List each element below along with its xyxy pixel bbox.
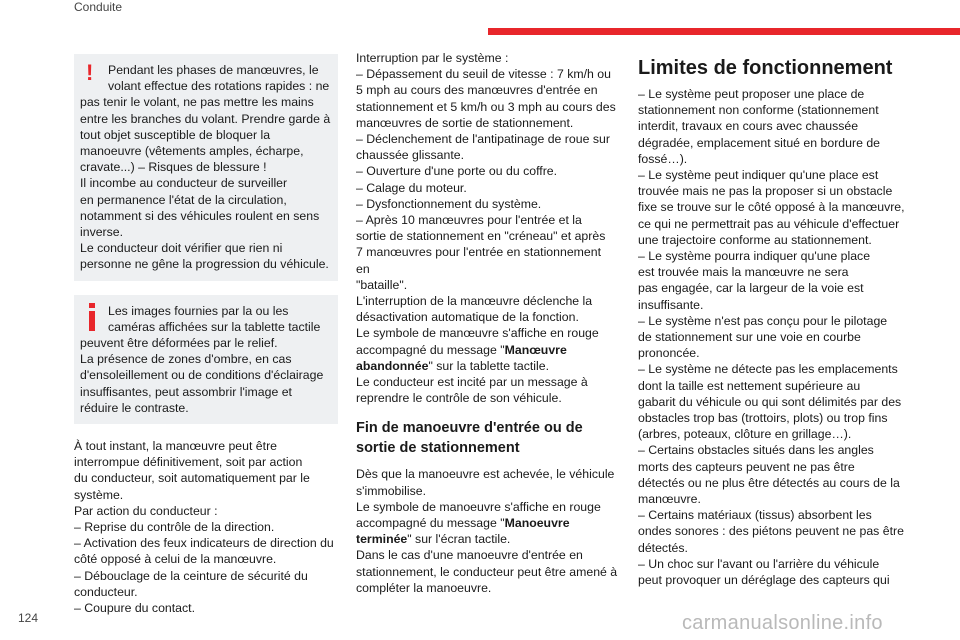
warning-exclamation-icon: ! (86, 60, 94, 85)
text-line: 7 manœuvres pour l'entrée en stationnement en (356, 245, 602, 276)
header-title: Conduite (74, 0, 123, 14)
text-line (356, 342, 618, 358)
text-line: peut provoquer un déréglage des capteurs qui (638, 573, 890, 588)
text-line: – Le système ne détecte pas les emplacements (638, 362, 898, 377)
text-line: gabarit du véhicule ou qui sont délimités par des (638, 394, 902, 409)
info-text (80, 303, 332, 416)
warning-box (74, 54, 338, 281)
text-line: manœuvre. (638, 492, 701, 507)
text-line: est trouvée mais la manœuvre ne sera (638, 265, 849, 280)
text-line: – Le système pourra indiquer qu'une place (638, 249, 871, 264)
text-line: une trajectoire conforme au stationnement. (638, 232, 872, 247)
text-line: stationnement et 5 km/h ou 3 mph au cours des (356, 99, 616, 114)
info-icon (84, 303, 100, 331)
text-line: Le conducteur doit vérifier que rien ni (80, 241, 283, 256)
limits-list (638, 86, 908, 588)
text-line: – Certains obstacles situés dans les angles (638, 443, 874, 458)
text-line: – Coupure du contact. (74, 601, 195, 616)
text-line: Le symbole de manoeuvre s'affiche en rouge (356, 499, 601, 514)
text-line: ondes sonores : des piétons peuvent ne pas être (638, 524, 904, 539)
text-line: sortie de stationnement en "créneau" et après (356, 229, 606, 244)
text-line: cravate...) – Risques de blessure ! (80, 160, 267, 175)
text-line: L'interruption de la manœuvre déclenche la (356, 294, 593, 309)
text-line: pas engagée, car la largeur de la voie est (638, 281, 864, 296)
text-line: désactivation automatique de la fonction. (356, 310, 579, 325)
text-line: stationnement non conforme (stationnement (638, 103, 879, 118)
text-line: prononcée. (638, 346, 700, 361)
end-of-manoeuvre-paragraph (356, 466, 618, 596)
text-line: détectés. (638, 540, 688, 555)
text-line: manoeuvre (vêtements amples, écharpe, (80, 144, 304, 159)
text-line: – Après 10 manœuvres pour l'entrée et la (356, 213, 582, 228)
text-line: inverse. (80, 225, 124, 240)
message-abort-1: Manœuvre (504, 342, 567, 357)
text-fragment: " sur l'écran tactile. (407, 532, 511, 547)
text-line: tout objet susceptible de bloquer la (80, 127, 271, 142)
text-line (356, 515, 618, 531)
text-line: peuvent être déformées par le relief. (80, 336, 278, 351)
text-line: – Certains matériaux (tissus) absorbent les (638, 508, 872, 523)
text-line: obstacles trop bas (trottoirs, plots) ou trop fins (638, 411, 888, 426)
text-line: – Ouverture d'une porte ou du coffre. (356, 164, 558, 179)
text-line: notamment si des véhicules roulent en sens (80, 208, 320, 223)
text-line: 5 mph au cours des manœuvres d'entrée en (356, 83, 598, 98)
text-line: Dans le cas d'une manoeuvre d'entrée en (356, 548, 583, 563)
watermark: carmanualsonline.info (682, 612, 883, 634)
text-line: À tout instant, la manœuvre peut être (74, 439, 278, 454)
text-line (356, 358, 618, 374)
text-fragment: accompagné du message " (356, 516, 505, 531)
text-line: de stationnement sur une voie en courbe (638, 330, 861, 345)
text-line: en permanence l'état de la circulation, (80, 192, 287, 207)
info-icon-dot (89, 303, 95, 308)
text-line: entre les branches du volant. Prendre garde à (80, 111, 331, 126)
text-line: – Le système peut proposer une place de (638, 87, 865, 101)
text-line (356, 531, 618, 547)
text-line: Dès que la manoeuvre est achevée, le véhicule (356, 467, 615, 482)
info-icon-stem (89, 311, 95, 331)
text-line: – Reprise du contrôle de la direction. (74, 520, 275, 535)
text-line: – Le système n'est pas conçu pour le pilotage (638, 313, 888, 328)
text-line: – Un choc sur l'avant ou l'arrière du véhicule (638, 556, 880, 571)
text-line: Les images fournies par la ou les (108, 303, 289, 318)
text-line: caméras affichées sur la tablette tactile (108, 319, 321, 334)
page-number: 124 (18, 611, 39, 625)
info-box (74, 295, 338, 424)
text-line: fixe se trouve sur le côté opposé à la manœuvre, (638, 200, 905, 215)
text-line: stationnement, le conducteur peut être amené à (356, 564, 618, 579)
message-done-2: terminée (356, 532, 408, 547)
system-interruption-paragraph (356, 50, 618, 406)
text-line: système. (74, 487, 124, 502)
text-line: Pendant les phases de manœuvres, le (108, 63, 319, 77)
text-line: reprendre le contrôle de son véhicule. (356, 391, 562, 406)
text-line: Le symbole de manœuvre s'affiche en rouge (356, 326, 599, 341)
text-line: – Dépassement du seuil de vitesse : 7 km/h ou (356, 67, 611, 82)
section-heading-limits: Limites de fonctionnement (638, 57, 893, 79)
text-line: compléter la manoeuvre. (356, 580, 492, 595)
text-line: détectés ou ne plus être détectés au cours de la (638, 475, 900, 490)
text-line: interdit, travaux en cours avec chaussée (638, 119, 859, 134)
text-line: (arbres, poteaux, clôture en grillage…). (638, 427, 852, 442)
message-abort-2: abandonnée (356, 358, 429, 373)
text-line: pas tenir le volant, ne pas mettre les mains (80, 95, 314, 110)
text-line: réduire le contraste. (80, 400, 189, 415)
text-line: volant effectue des rotations rapides : ne (108, 79, 330, 94)
header-accent-bar (488, 28, 960, 35)
text-line: manœuvres de sortie de stationnement. (356, 115, 574, 130)
warning-text (80, 62, 332, 273)
text-line: trouvée mais ne pas la proposer si un obstacle (638, 184, 893, 199)
text-line: dégradée, emplacement situé en bordure de (638, 135, 880, 150)
text-line: personne ne gêne la progression du véhicule. (80, 257, 329, 272)
text-line: "bataille". (356, 277, 408, 292)
column-1 (74, 54, 338, 616)
text-line: insuffisantes, peut assombrir l'image et (80, 384, 292, 399)
text-line: Il incombe au conducteur de surveiller (80, 176, 288, 191)
text-line: conducteur. (74, 584, 138, 599)
text-line: – Débouclage de la ceinture de sécurité du (74, 568, 308, 583)
text-fragment: accompagné du message " (356, 342, 505, 357)
text-line: – Calage du moteur. (356, 180, 467, 195)
column-2 (356, 50, 618, 596)
text-line: insuffisante. (638, 297, 704, 312)
text-line: du conducteur, soit automatiquement par le (74, 471, 310, 486)
text-line: côté opposé à celui de la manœuvre. (74, 552, 277, 567)
text-line: – Activation des feux indicateurs de direction du (74, 536, 334, 551)
text-line: ce qui ne permettrait pas au véhicule d'effectuer (638, 216, 900, 231)
interruption-paragraph (74, 438, 338, 616)
text-fragment: " sur la tablette tactile. (428, 358, 549, 373)
message-done-1: Manoeuvre (504, 516, 570, 531)
column-3 (638, 56, 908, 588)
text-line: interrompue définitivement, soit par action (74, 455, 303, 470)
text-line: La présence de zones d'ombre, en cas (80, 352, 292, 367)
text-line: – Le système peut indiquer qu'une place est (638, 168, 879, 183)
text-line: Le conducteur est incité par un message à (356, 375, 588, 390)
text-line: fossé…). (638, 151, 688, 166)
text-line: Par action du conducteur : (74, 503, 218, 518)
section-heading: Fin de manoeuvre d'entrée ou de sortie de stationnement (356, 420, 583, 457)
text-line: – Dysfonctionnement du système. (356, 196, 542, 211)
text-line: chaussée glissante. (356, 148, 465, 163)
text-line: s'immobilise. (356, 483, 426, 498)
text-line: d'ensoleillement ou de conditions d'éclairage (80, 368, 324, 383)
text-line: Interruption par le système : (356, 51, 509, 65)
text-line: morts des capteurs peuvent ne pas être (638, 459, 855, 474)
text-line: dont la taille est nettement supérieure au (638, 378, 861, 393)
text-line: – Déclenchement de l'antipatinage de roue sur (356, 132, 610, 147)
